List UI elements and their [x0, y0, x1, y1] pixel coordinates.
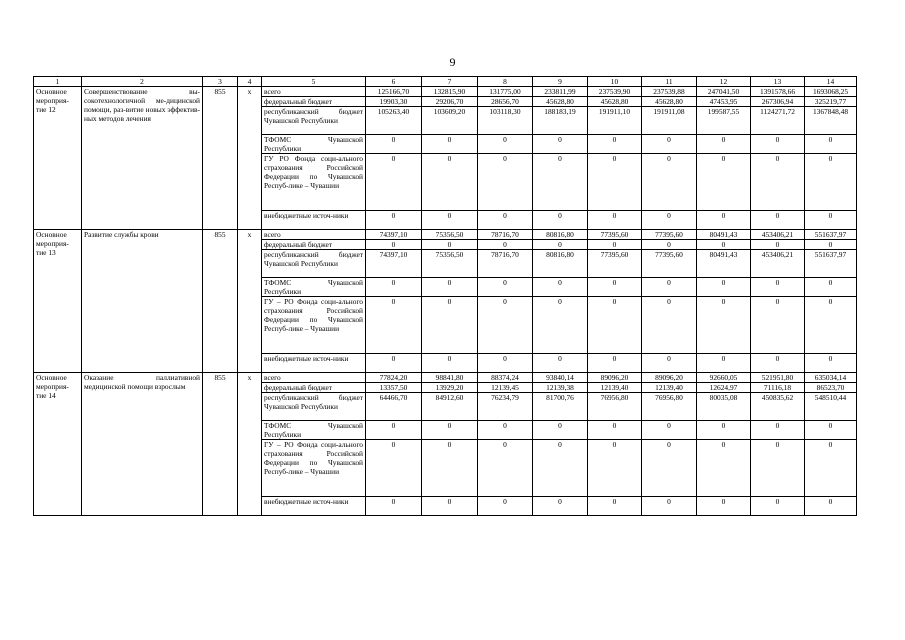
amount-cell: 0 [366, 497, 422, 516]
amount-cell: 0 [751, 440, 805, 497]
amount-cell: 0 [533, 297, 588, 354]
amount-cell: 12139,45 [478, 383, 533, 393]
mark-cell: х [238, 373, 262, 516]
column-number-2: 2 [82, 77, 203, 87]
amount-cell: 28656,70 [478, 97, 533, 107]
amount-cell: 103609,20 [422, 107, 478, 135]
column-number-9: 9 [533, 77, 588, 87]
amount-cell: 0 [642, 497, 697, 516]
amount-cell: 0 [533, 240, 588, 250]
amount-cell: 0 [805, 297, 857, 354]
funding-source-cell: всего [262, 230, 366, 240]
amount-cell: 0 [366, 135, 422, 154]
amount-cell: 0 [588, 154, 642, 211]
amount-cell: 13357,50 [366, 383, 422, 393]
column-number-6: 6 [366, 77, 422, 87]
amount-cell: 0 [422, 278, 478, 297]
amount-cell: 0 [366, 240, 422, 250]
amount-cell: 80816,80 [533, 250, 588, 278]
amount-cell: 199587,55 [697, 107, 751, 135]
table-row [34, 373, 857, 383]
activity-cell: Основное мероприя-тие 12 [34, 87, 82, 230]
funding-source-cell: всего [262, 373, 366, 383]
amount-cell: 0 [422, 211, 478, 230]
amount-cell: 105263,40 [366, 107, 422, 135]
amount-cell: 76234,79 [478, 393, 533, 421]
amount-cell: 98841,80 [422, 373, 478, 383]
amount-cell: 78716,70 [478, 230, 533, 240]
amount-cell: 77395,60 [642, 250, 697, 278]
amount-cell: 86523,70 [805, 383, 857, 393]
amount-cell: 453406,21 [751, 230, 805, 240]
code-cell: 855 [203, 373, 238, 516]
amount-cell: 19903,30 [366, 97, 422, 107]
table-row [34, 87, 857, 97]
amount-cell: 0 [422, 421, 478, 440]
amount-cell: 0 [422, 440, 478, 497]
amount-cell: 450835,62 [751, 393, 805, 421]
column-number-3: 3 [203, 77, 238, 87]
amount-cell: 0 [805, 497, 857, 516]
amount-cell: 247041,50 [697, 87, 751, 97]
amount-cell: 1124271,72 [751, 107, 805, 135]
amount-cell: 0 [588, 211, 642, 230]
amount-cell: 103118,30 [478, 107, 533, 135]
amount-cell: 75356,50 [422, 230, 478, 240]
amount-cell: 0 [697, 297, 751, 354]
amount-cell: 0 [366, 421, 422, 440]
amount-cell: 1367848,48 [805, 107, 857, 135]
amount-cell: 0 [366, 297, 422, 354]
amount-cell: 548510,44 [805, 393, 857, 421]
amount-cell: 1693068,25 [805, 87, 857, 97]
amount-cell: 0 [642, 135, 697, 154]
page-number: 9 [449, 55, 456, 69]
amount-cell: 0 [642, 297, 697, 354]
amount-cell: 551637,97 [805, 250, 857, 278]
funding-source-cell: ГУ – РО Фонда соци-ального страхования Российской Федерации по Чувашской Респуб-лике – Чувашии [262, 440, 366, 497]
amount-cell: 0 [805, 278, 857, 297]
column-number-14: 14 [805, 77, 857, 87]
column-number-11: 11 [642, 77, 697, 87]
amount-cell: 0 [533, 154, 588, 211]
column-number-5: 5 [262, 77, 366, 87]
amount-cell: 0 [478, 154, 533, 211]
amount-cell: 0 [478, 135, 533, 154]
amount-cell: 0 [533, 211, 588, 230]
amount-cell: 89096,20 [588, 373, 642, 383]
amount-cell: 88374,24 [478, 373, 533, 383]
amount-cell: 0 [422, 354, 478, 373]
amount-cell: 12139,38 [533, 383, 588, 393]
amount-cell: 0 [478, 354, 533, 373]
amount-cell: 453406,21 [751, 250, 805, 278]
amount-cell: 0 [478, 240, 533, 250]
amount-cell: 0 [422, 135, 478, 154]
amount-cell: 237539,88 [642, 87, 697, 97]
amount-cell: 551637,97 [805, 230, 857, 240]
table-row [34, 230, 857, 240]
amount-cell: 0 [697, 154, 751, 211]
amount-cell: 29206,70 [422, 97, 478, 107]
amount-cell: 0 [642, 354, 697, 373]
amount-cell: 0 [533, 278, 588, 297]
amount-cell: 635034,14 [805, 373, 857, 383]
amount-cell: 0 [697, 421, 751, 440]
column-number-10: 10 [588, 77, 642, 87]
amount-cell: 0 [805, 440, 857, 497]
amount-cell: 0 [533, 354, 588, 373]
amount-cell: 89096,20 [642, 373, 697, 383]
amount-cell: 0 [588, 278, 642, 297]
funding-source-cell: ТФОМС Чувашской Республики [262, 278, 366, 297]
amount-cell: 0 [642, 421, 697, 440]
amount-cell: 0 [422, 497, 478, 516]
amount-cell: 267306,94 [751, 97, 805, 107]
amount-cell: 74397,10 [366, 250, 422, 278]
amount-cell: 0 [478, 278, 533, 297]
amount-cell: 80491,43 [697, 230, 751, 240]
column-number-13: 13 [751, 77, 805, 87]
amount-cell: 0 [366, 154, 422, 211]
amount-cell: 45628,80 [533, 97, 588, 107]
amount-cell: 92660,05 [697, 373, 751, 383]
amount-cell: 237539,90 [588, 87, 642, 97]
amount-cell: 77395,60 [588, 250, 642, 278]
amount-cell: 0 [751, 497, 805, 516]
funding-source-cell: ТФОМС Чувашской Республики [262, 135, 366, 154]
amount-cell: 78716,70 [478, 250, 533, 278]
amount-cell: 71116,18 [751, 383, 805, 393]
amount-cell: 0 [642, 154, 697, 211]
amount-cell: 0 [588, 297, 642, 354]
amount-cell: 0 [751, 211, 805, 230]
amount-cell: 0 [588, 440, 642, 497]
funding-source-cell: ГУ – РО Фонда соци-ального страхования Российской Федерации по Чувашской Респуб-лике – Чувашии [262, 297, 366, 354]
amount-cell: 521951,80 [751, 373, 805, 383]
funding-source-cell: республиканский бюджет Чувашской Республики [262, 250, 366, 278]
amount-cell: 0 [533, 440, 588, 497]
amount-cell: 0 [805, 154, 857, 211]
amount-cell: 0 [697, 497, 751, 516]
amount-cell: 1391578,66 [751, 87, 805, 97]
amount-cell: 0 [642, 211, 697, 230]
amount-cell: 0 [751, 154, 805, 211]
amount-cell: 12139,40 [588, 383, 642, 393]
amount-cell: 0 [588, 240, 642, 250]
column-number-7: 7 [422, 77, 478, 87]
amount-cell: 0 [478, 440, 533, 497]
amount-cell: 0 [805, 354, 857, 373]
amount-cell: 0 [588, 497, 642, 516]
amount-cell: 0 [697, 240, 751, 250]
amount-cell: 233811,99 [533, 87, 588, 97]
amount-cell: 132815,90 [422, 87, 478, 97]
mark-cell: х [238, 87, 262, 230]
amount-cell: 0 [588, 354, 642, 373]
amount-cell: 0 [697, 211, 751, 230]
amount-cell: 12139,40 [642, 383, 697, 393]
amount-cell: 64466,70 [366, 393, 422, 421]
amount-cell: 0 [751, 135, 805, 154]
amount-cell: 0 [697, 440, 751, 497]
funding-source-cell: всего [262, 87, 366, 97]
column-number-1: 1 [34, 77, 82, 87]
activity-cell: Основное мероприя-тие 13 [34, 230, 82, 373]
amount-cell: 0 [366, 278, 422, 297]
amount-cell: 12624,97 [697, 383, 751, 393]
budget-table [33, 76, 857, 516]
amount-cell: 0 [805, 240, 857, 250]
amount-cell: 0 [366, 440, 422, 497]
amount-cell: 81700,76 [533, 393, 588, 421]
column-number-8: 8 [478, 77, 533, 87]
activity-name-cell: Оказание паллиативной медицинской помощи взрослым [82, 373, 203, 516]
amount-cell: 45628,80 [588, 97, 642, 107]
amount-cell: 188183,19 [533, 107, 588, 135]
code-cell: 855 [203, 230, 238, 373]
amount-cell: 0 [805, 135, 857, 154]
funding-source-cell: внебюджетные источ-ники [262, 211, 366, 230]
amount-cell: 0 [751, 240, 805, 250]
amount-cell: 0 [642, 278, 697, 297]
funding-source-cell: республиканский бюджет Чувашской Республики [262, 107, 366, 135]
amount-cell: 191911,08 [642, 107, 697, 135]
column-number-12: 12 [697, 77, 751, 87]
amount-cell: 0 [805, 421, 857, 440]
amount-cell: 0 [422, 154, 478, 211]
amount-cell: 76956,80 [642, 393, 697, 421]
amount-cell: 0 [642, 440, 697, 497]
amount-cell: 13929,20 [422, 383, 478, 393]
activity-name-cell: Совершенствование вы-сокотехнологичной ме-дицинской помощи, раз-витие новых эффектив-ных методов лечения [82, 87, 203, 230]
amount-cell: 77824,20 [366, 373, 422, 383]
amount-cell: 0 [751, 278, 805, 297]
amount-cell: 76956,80 [588, 393, 642, 421]
amount-cell: 191911,10 [588, 107, 642, 135]
amount-cell: 0 [642, 240, 697, 250]
funding-source-cell: республиканский бюджет Чувашской Республики [262, 393, 366, 421]
amount-cell: 0 [697, 354, 751, 373]
amount-cell: 0 [533, 421, 588, 440]
amount-cell: 0 [366, 354, 422, 373]
amount-cell: 131775,00 [478, 87, 533, 97]
amount-cell: 0 [533, 497, 588, 516]
amount-cell: 80035,08 [697, 393, 751, 421]
amount-cell: 0 [478, 421, 533, 440]
amount-cell: 0 [751, 354, 805, 373]
amount-cell: 0 [533, 135, 588, 154]
amount-cell: 0 [478, 497, 533, 516]
amount-cell: 47453,95 [697, 97, 751, 107]
amount-cell: 74397,10 [366, 230, 422, 240]
funding-source-cell: ТФОМС Чувашской Республики [262, 421, 366, 440]
amount-cell: 77395,60 [588, 230, 642, 240]
amount-cell: 75356,50 [422, 250, 478, 278]
amount-cell: 0 [422, 297, 478, 354]
amount-cell: 0 [588, 421, 642, 440]
header-row [34, 77, 857, 87]
funding-source-cell: внебюджетные источ-ники [262, 354, 366, 373]
amount-cell: 125166,70 [366, 87, 422, 97]
amount-cell: 80816,80 [533, 230, 588, 240]
amount-cell: 0 [697, 135, 751, 154]
activity-name-cell: Развитие службы крови [82, 230, 203, 373]
code-cell: 855 [203, 87, 238, 230]
funding-source-cell: федеральный бюджет [262, 240, 366, 250]
amount-cell: 0 [805, 211, 857, 230]
amount-cell: 0 [588, 135, 642, 154]
amount-cell: 325219,77 [805, 97, 857, 107]
column-number-4: 4 [238, 77, 262, 87]
amount-cell: 93840,14 [533, 373, 588, 383]
amount-cell: 0 [697, 278, 751, 297]
amount-cell: 0 [366, 211, 422, 230]
amount-cell: 0 [422, 240, 478, 250]
amount-cell: 0 [751, 297, 805, 354]
funding-source-cell: федеральный бюджет [262, 97, 366, 107]
amount-cell: 0 [478, 297, 533, 354]
mark-cell: х [238, 230, 262, 373]
funding-source-cell: ГУ РО Фонда соци-ального страхования Российской Федерации по Чувашской Респуб-лике – Чувашии [262, 154, 366, 211]
amount-cell: 84912,60 [422, 393, 478, 421]
funding-source-cell: федеральный бюджет [262, 383, 366, 393]
amount-cell: 0 [751, 421, 805, 440]
funding-source-cell: внебюджетные источ-ники [262, 497, 366, 516]
amount-cell: 0 [478, 211, 533, 230]
amount-cell: 45628,80 [642, 97, 697, 107]
amount-cell: 80491,43 [697, 250, 751, 278]
table-body [34, 77, 857, 516]
activity-cell: Основное мероприя-тие 14 [34, 373, 82, 516]
amount-cell: 77395,60 [642, 230, 697, 240]
